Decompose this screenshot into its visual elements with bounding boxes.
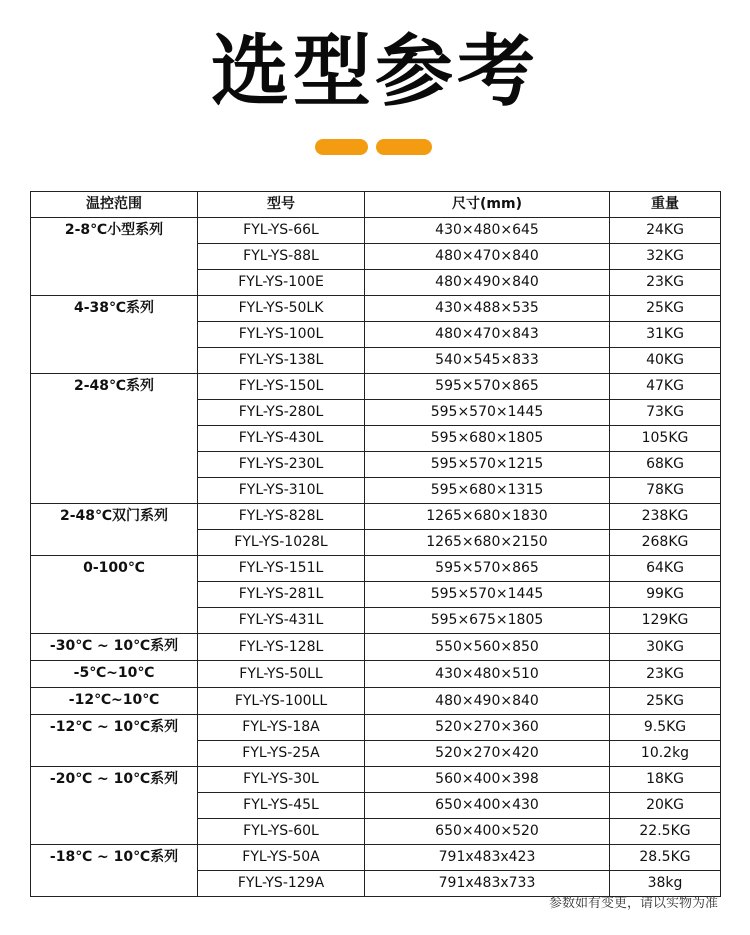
table-header-row bbox=[31, 192, 721, 218]
cell-temp-range: 2-48℃双门系列 bbox=[31, 504, 198, 556]
cell-size: 520×270×420 bbox=[365, 741, 610, 767]
accent-bar-left bbox=[315, 139, 368, 155]
table-row bbox=[31, 688, 721, 715]
cell-temp-range: 2-48℃系列 bbox=[31, 374, 198, 504]
cell-temp-range: -20℃ ~ 10℃系列 bbox=[31, 767, 198, 845]
cell-weight: 22.5KG bbox=[610, 819, 721, 845]
cell-size: 430×480×510 bbox=[365, 661, 610, 688]
cell-model: FYL-YS-1028L bbox=[198, 530, 365, 556]
cell-model: FYL-YS-30L bbox=[198, 767, 365, 793]
cell-weight: 28.5KG bbox=[610, 845, 721, 871]
cell-model: FYL-YS-60L bbox=[198, 819, 365, 845]
cell-model: FYL-YS-129A bbox=[198, 871, 365, 897]
cell-size: 480×470×843 bbox=[365, 322, 610, 348]
table-row bbox=[31, 218, 721, 244]
cell-size: 540×545×833 bbox=[365, 348, 610, 374]
spec-table-body bbox=[31, 218, 721, 897]
accent-bar-right bbox=[376, 139, 432, 155]
cell-size: 520×270×360 bbox=[365, 715, 610, 741]
cell-model: FYL-YS-100L bbox=[198, 322, 365, 348]
cell-model: FYL-YS-25A bbox=[198, 741, 365, 767]
table-row bbox=[31, 504, 721, 530]
cell-size: 595×570×1445 bbox=[365, 582, 610, 608]
cell-weight: 23KG bbox=[610, 270, 721, 296]
cell-weight: 73KG bbox=[610, 400, 721, 426]
cell-temp-range: 2-8℃小型系列 bbox=[31, 218, 198, 296]
cell-weight: 10.2kg bbox=[610, 741, 721, 767]
cell-weight: 47KG bbox=[610, 374, 721, 400]
table-row bbox=[31, 661, 721, 688]
cell-weight: 30KG bbox=[610, 634, 721, 661]
cell-size: 791x483x733 bbox=[365, 871, 610, 897]
cell-model: FYL-YS-430L bbox=[198, 426, 365, 452]
cell-model: FYL-YS-50LL bbox=[198, 661, 365, 688]
cell-weight: 38kg bbox=[610, 871, 721, 897]
cell-model: FYL-YS-128L bbox=[198, 634, 365, 661]
cell-weight: 68KG bbox=[610, 452, 721, 478]
table-row bbox=[31, 715, 721, 741]
spec-table bbox=[30, 191, 721, 897]
cell-temp-range: -12℃~10℃ bbox=[31, 688, 198, 715]
cell-temp-range: -12℃ ~ 10℃系列 bbox=[31, 715, 198, 767]
cell-weight: 24KG bbox=[610, 218, 721, 244]
cell-weight: 268KG bbox=[610, 530, 721, 556]
cell-size: 791x483x423 bbox=[365, 845, 610, 871]
cell-temp-range: 4-38℃系列 bbox=[31, 296, 198, 374]
cell-weight: 23KG bbox=[610, 661, 721, 688]
cell-size: 560×400×398 bbox=[365, 767, 610, 793]
cell-size: 1265×680×2150 bbox=[365, 530, 610, 556]
cell-size: 595×570×1215 bbox=[365, 452, 610, 478]
header-size: 尺寸(mm) bbox=[365, 192, 610, 218]
cell-model: FYL-YS-88L bbox=[198, 244, 365, 270]
cell-size: 480×470×840 bbox=[365, 244, 610, 270]
cell-temp-range: -5℃~10℃ bbox=[31, 661, 198, 688]
cell-model: FYL-YS-50A bbox=[198, 845, 365, 871]
table-row bbox=[31, 374, 721, 400]
table-row bbox=[31, 845, 721, 871]
cell-weight: 32KG bbox=[610, 244, 721, 270]
cell-weight: 64KG bbox=[610, 556, 721, 582]
cell-model: FYL-YS-230L bbox=[198, 452, 365, 478]
cell-temp-range: 0-100℃ bbox=[31, 556, 198, 634]
table-row bbox=[31, 296, 721, 322]
cell-model: FYL-YS-100E bbox=[198, 270, 365, 296]
header-model: 型号 bbox=[198, 192, 365, 218]
cell-model: FYL-YS-100LL bbox=[198, 688, 365, 715]
cell-weight: 25KG bbox=[610, 296, 721, 322]
cell-model: FYL-YS-310L bbox=[198, 478, 365, 504]
table-row bbox=[31, 767, 721, 793]
cell-model: FYL-YS-151L bbox=[198, 556, 365, 582]
cell-model: FYL-YS-66L bbox=[198, 218, 365, 244]
cell-size: 650×400×430 bbox=[365, 793, 610, 819]
cell-size: 595×570×865 bbox=[365, 374, 610, 400]
cell-model: FYL-YS-18A bbox=[198, 715, 365, 741]
cell-model: FYL-YS-431L bbox=[198, 608, 365, 634]
table-row bbox=[31, 556, 721, 582]
cell-model: FYL-YS-280L bbox=[198, 400, 365, 426]
cell-weight: 9.5KG bbox=[610, 715, 721, 741]
cell-size: 480×490×840 bbox=[365, 270, 610, 296]
cell-weight: 105KG bbox=[610, 426, 721, 452]
cell-temp-range: -18℃ ~ 10℃系列 bbox=[31, 845, 198, 897]
header-weight: 重量 bbox=[610, 192, 721, 218]
cell-size: 595×680×1315 bbox=[365, 478, 610, 504]
cell-size: 595×570×865 bbox=[365, 556, 610, 582]
cell-weight: 20KG bbox=[610, 793, 721, 819]
cell-model: FYL-YS-150L bbox=[198, 374, 365, 400]
cell-size: 550×560×850 bbox=[365, 634, 610, 661]
cell-model: FYL-YS-828L bbox=[198, 504, 365, 530]
cell-size: 595×675×1805 bbox=[365, 608, 610, 634]
cell-size: 595×680×1805 bbox=[365, 426, 610, 452]
cell-size: 480×490×840 bbox=[365, 688, 610, 715]
cell-weight: 40KG bbox=[610, 348, 721, 374]
cell-weight: 25KG bbox=[610, 688, 721, 715]
disclaimer-note: 参数如有变更，请以实物为准 bbox=[548, 896, 718, 911]
cell-weight: 78KG bbox=[610, 478, 721, 504]
page-title: 选型参考 bbox=[210, 27, 539, 117]
cell-model: FYL-YS-281L bbox=[198, 582, 365, 608]
cell-weight: 31KG bbox=[610, 322, 721, 348]
cell-weight: 238KG bbox=[610, 504, 721, 530]
cell-temp-range: -30℃ ~ 10℃系列 bbox=[31, 634, 198, 661]
cell-weight: 18KG bbox=[610, 767, 721, 793]
cell-model: FYL-YS-45L bbox=[198, 793, 365, 819]
cell-size: 1265×680×1830 bbox=[365, 504, 610, 530]
header-range: 温控范围 bbox=[31, 192, 198, 218]
table-row bbox=[31, 634, 721, 661]
cell-weight: 129KG bbox=[610, 608, 721, 634]
cell-weight: 99KG bbox=[610, 582, 721, 608]
cell-model: FYL-YS-50LK bbox=[198, 296, 365, 322]
cell-size: 430×480×645 bbox=[365, 218, 610, 244]
cell-size: 650×400×520 bbox=[365, 819, 610, 845]
title-underline bbox=[0, 139, 750, 155]
cell-size: 430×488×535 bbox=[365, 296, 610, 322]
cell-model: FYL-YS-138L bbox=[198, 348, 365, 374]
cell-size: 595×570×1445 bbox=[365, 400, 610, 426]
